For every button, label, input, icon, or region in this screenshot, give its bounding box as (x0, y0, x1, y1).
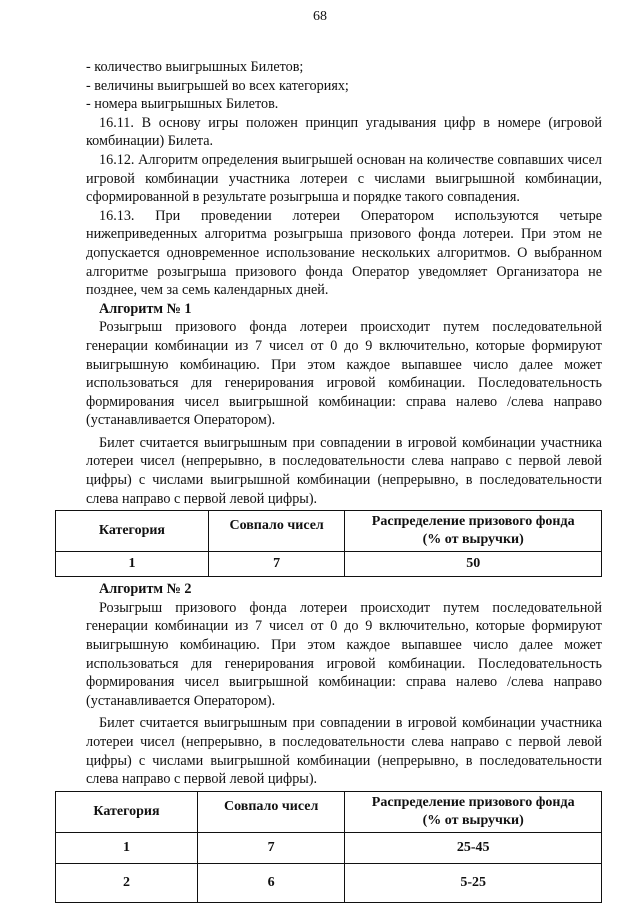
cell-distribution: 5-25 (345, 863, 602, 902)
algorithm-1-paragraph-2: Билет считается выигрышным при совпадении в игровой комбинации участника лотереи чисел (непрерывно, в последовательности слева направо с первой левой цифры) с числами выигрышной комбинации (непрерывно, в последовательности слева направо с первой левой цифры). (86, 434, 602, 507)
header-distribution-line2: (% от выручки) (422, 532, 524, 548)
cell-matched: 7 (208, 552, 345, 577)
bullet-item: - номера выигрышных Билетов. (86, 96, 279, 113)
cell-matched: 6 (197, 863, 344, 902)
cell-matched: 7 (197, 832, 344, 863)
paragraph-16-13: 16.13. При проведении лотереи Оператором используются четыре нижеприведенных алгоритма розыгрыша призового фонда лотереи. При этом не допускается одновременное использование нескольких алгоритмов. О выбранном алгоритме розыгрыша призового фонда Оператор уведомляет Организатора не позднее, чем за семь календарных дней. (86, 207, 602, 299)
header-distribution-line2: (% от выручки) (422, 812, 524, 828)
header-distribution (345, 791, 602, 832)
page-number: 68 (313, 9, 327, 24)
cell-distribution: 25-45 (345, 832, 602, 863)
cell-distribution: 50 (345, 552, 602, 577)
cell-category: 1 (56, 552, 209, 577)
table-header-row (56, 791, 602, 832)
algorithm-2-paragraph-1: Розыгрыш призового фонда лотереи происходит путем последовательной генерации комбинации из 7 чисел от 0 до 9 включительно, которые формируют выигрышную комбинацию. При этом каждое выпавшее число далее может использоваться для генерирования игровой комбинации. Последовательность формирования чисел выигрышной комбинации: справа налево /слева направо (устанавливается Оператором). (86, 599, 602, 709)
header-category: Категория (56, 511, 209, 552)
paragraph-16-12: 16.12. Алгоритм определения выигрышей основан на количестве совпавших чисел игровой комбинации участника лотереи с числами выигрышной комбинации, сформированной в результате розыгрыша и порядке такого совпадения. (86, 151, 602, 206)
page-content (86, 58, 602, 903)
paragraph-16-11: 16.11. В основу игры положен принцип угадывания цифр в номере (игровой комбинации) Билета. (86, 114, 602, 150)
algorithm-2-heading: Алгоритм № 2 (99, 581, 192, 598)
algorithm-1-table (55, 510, 602, 577)
cell-category: 1 (56, 832, 198, 863)
bullet-item: - величины выигрышей во всех категориях; (86, 77, 349, 94)
table-row (56, 863, 602, 902)
header-category: Категория (56, 791, 198, 832)
header-distribution-line1: Распределение призового фонда (371, 794, 575, 810)
algorithm-1-paragraph-1: Розыгрыш призового фонда лотереи происходит путем последовательной генерации комбинации из 7 чисел от 0 до 9 включительно, которые формируют выигрышную комбинацию. При этом каждое выпавшее число далее может использоваться для генерирования игровой комбинации. Последовательность формирования чисел выигрышной комбинации: справа налево /слева направо (устанавливается Оператором). (86, 319, 602, 429)
table-row (56, 552, 602, 577)
bullet-item: - количество выигрышных Билетов; (86, 59, 304, 75)
header-distribution (345, 511, 602, 552)
header-matched: Совпало чисел (208, 511, 345, 552)
table-row (56, 832, 602, 863)
table-header-row (56, 511, 602, 552)
algorithm-2-paragraph-2: Билет считается выигрышным при совпадении в игровой комбинации участника лотереи чисел (непрерывно, в последовательности слева направо с первой левой цифры) с числами выигрышной комбинации (непрерывно, в последовательности слева направо с первой левой цифры). (86, 715, 602, 788)
header-distribution-line1: Распределение призового фонда (371, 514, 575, 530)
algorithm-2-table (55, 791, 602, 903)
cell-category: 2 (56, 863, 198, 902)
algorithm-1-heading: Алгоритм № 1 (99, 300, 192, 317)
header-matched: Совпало чисел (197, 791, 344, 832)
